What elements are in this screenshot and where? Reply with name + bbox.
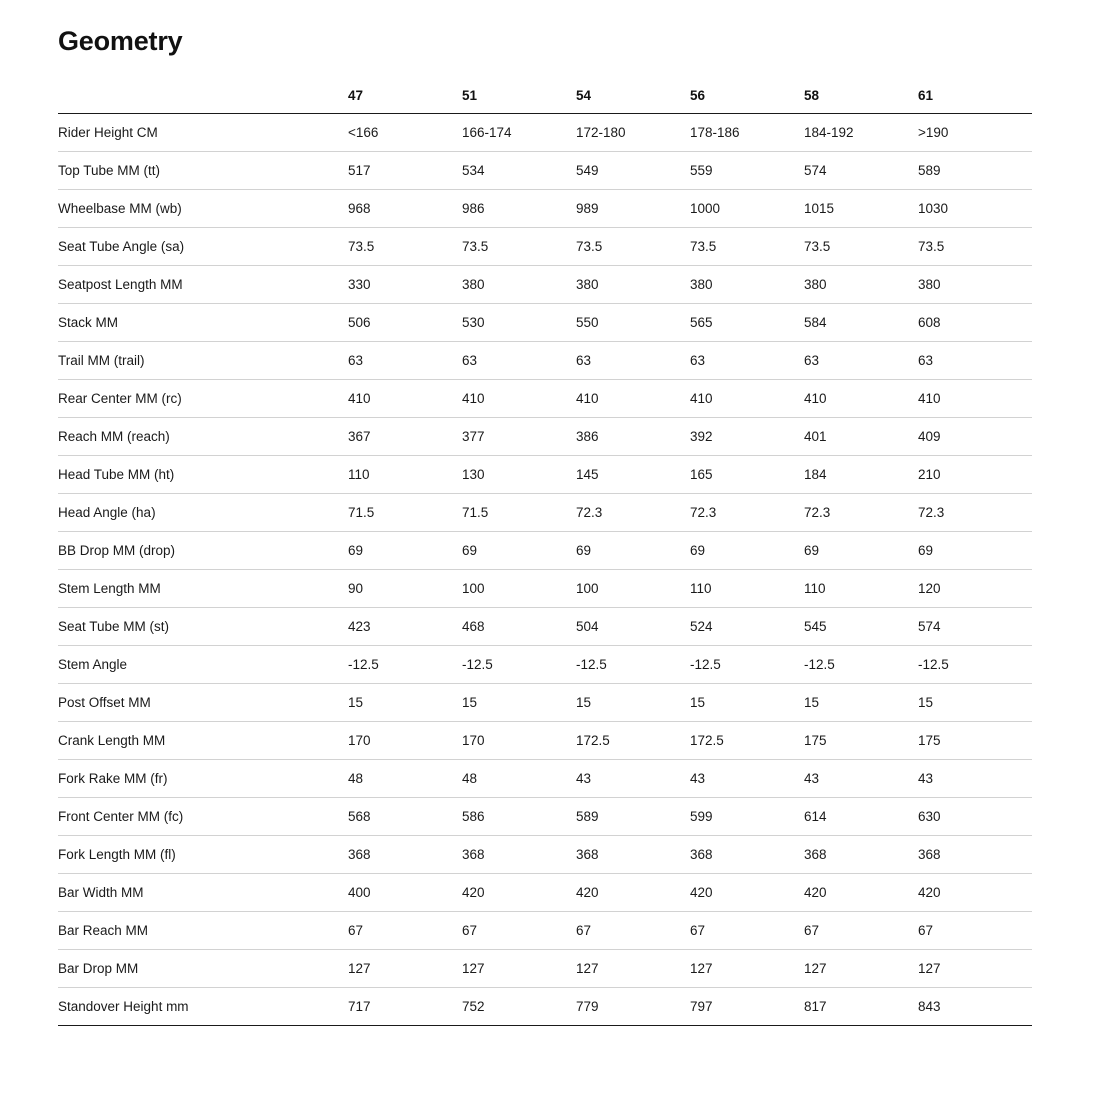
cell-value: -12.5 xyxy=(462,646,576,684)
cell-value: -12.5 xyxy=(690,646,804,684)
cell-value: 184-192 xyxy=(804,114,918,152)
table-row xyxy=(58,456,1032,494)
cell-value: 530 xyxy=(462,304,576,342)
cell-value: 127 xyxy=(462,950,576,988)
cell-value: 559 xyxy=(690,152,804,190)
cell-value: 752 xyxy=(462,988,576,1026)
cell-value: 43 xyxy=(690,760,804,798)
cell-value: 550 xyxy=(576,304,690,342)
cell-value: 184 xyxy=(804,456,918,494)
cell-value: 127 xyxy=(804,950,918,988)
cell-value: 614 xyxy=(804,798,918,836)
row-label: Stem Length MM xyxy=(58,570,348,608)
cell-value: 589 xyxy=(576,798,690,836)
table-row xyxy=(58,418,1032,456)
table-row xyxy=(58,988,1032,1026)
row-label: Top Tube MM (tt) xyxy=(58,152,348,190)
cell-value: 630 xyxy=(918,798,1032,836)
column-header-size-47: 47 xyxy=(348,82,462,114)
row-label: Seat Tube MM (st) xyxy=(58,608,348,646)
cell-value: 779 xyxy=(576,988,690,1026)
table-row xyxy=(58,190,1032,228)
cell-value: 69 xyxy=(690,532,804,570)
cell-value: 67 xyxy=(576,912,690,950)
cell-value: 401 xyxy=(804,418,918,456)
cell-value: 410 xyxy=(348,380,462,418)
table-row xyxy=(58,494,1032,532)
table-row xyxy=(58,532,1032,570)
cell-value: 67 xyxy=(348,912,462,950)
cell-value: 100 xyxy=(462,570,576,608)
cell-value: 423 xyxy=(348,608,462,646)
table-row xyxy=(58,304,1032,342)
cell-value: 367 xyxy=(348,418,462,456)
cell-value: 368 xyxy=(918,836,1032,874)
cell-value: 15 xyxy=(348,684,462,722)
cell-value: 73.5 xyxy=(462,228,576,266)
cell-value: 43 xyxy=(576,760,690,798)
cell-value: 110 xyxy=(690,570,804,608)
cell-value: 517 xyxy=(348,152,462,190)
row-label: Rear Center MM (rc) xyxy=(58,380,348,418)
cell-value: 15 xyxy=(804,684,918,722)
cell-value: 568 xyxy=(348,798,462,836)
cell-value: 1030 xyxy=(918,190,1032,228)
table-header-row xyxy=(58,82,1032,114)
cell-value: 392 xyxy=(690,418,804,456)
cell-value: 377 xyxy=(462,418,576,456)
cell-value: 549 xyxy=(576,152,690,190)
column-header-measure xyxy=(58,82,348,114)
cell-value: 73.5 xyxy=(804,228,918,266)
cell-value: 71.5 xyxy=(462,494,576,532)
cell-value: 63 xyxy=(690,342,804,380)
cell-value: -12.5 xyxy=(804,646,918,684)
row-label: Front Center MM (fc) xyxy=(58,798,348,836)
cell-value: 67 xyxy=(690,912,804,950)
cell-value: 15 xyxy=(918,684,1032,722)
column-header-size-56: 56 xyxy=(690,82,804,114)
cell-value: 69 xyxy=(576,532,690,570)
cell-value: 574 xyxy=(804,152,918,190)
cell-value: 504 xyxy=(576,608,690,646)
cell-value: 368 xyxy=(348,836,462,874)
cell-value: 63 xyxy=(918,342,1032,380)
cell-value: 67 xyxy=(462,912,576,950)
table-body xyxy=(58,114,1032,1026)
cell-value: 420 xyxy=(804,874,918,912)
cell-value: 380 xyxy=(804,266,918,304)
cell-value: 120 xyxy=(918,570,1032,608)
row-label: Head Angle (ha) xyxy=(58,494,348,532)
table-row xyxy=(58,798,1032,836)
cell-value: 410 xyxy=(576,380,690,418)
cell-value: 72.3 xyxy=(576,494,690,532)
cell-value: 73.5 xyxy=(918,228,1032,266)
cell-value: -12.5 xyxy=(576,646,690,684)
cell-value: 72.3 xyxy=(918,494,1032,532)
column-header-size-58: 58 xyxy=(804,82,918,114)
cell-value: 67 xyxy=(804,912,918,950)
column-header-size-61: 61 xyxy=(918,82,1032,114)
cell-value: 1015 xyxy=(804,190,918,228)
table-row xyxy=(58,684,1032,722)
cell-value: 524 xyxy=(690,608,804,646)
cell-value: 127 xyxy=(690,950,804,988)
row-label: Bar Reach MM xyxy=(58,912,348,950)
cell-value: 110 xyxy=(348,456,462,494)
cell-value: 71.5 xyxy=(348,494,462,532)
cell-value: 368 xyxy=(462,836,576,874)
cell-value: 63 xyxy=(462,342,576,380)
cell-value: 380 xyxy=(576,266,690,304)
row-label: Head Tube MM (ht) xyxy=(58,456,348,494)
cell-value: -12.5 xyxy=(918,646,1032,684)
cell-value: 380 xyxy=(690,266,804,304)
table-row xyxy=(58,380,1032,418)
cell-value: 409 xyxy=(918,418,1032,456)
table-row xyxy=(58,570,1032,608)
cell-value: 584 xyxy=(804,304,918,342)
cell-value: 43 xyxy=(804,760,918,798)
cell-value: 15 xyxy=(576,684,690,722)
cell-value: 130 xyxy=(462,456,576,494)
cell-value: 330 xyxy=(348,266,462,304)
cell-value: 843 xyxy=(918,988,1032,1026)
cell-value: 63 xyxy=(804,342,918,380)
cell-value: 175 xyxy=(918,722,1032,760)
table-row xyxy=(58,228,1032,266)
page-title: Geometry xyxy=(58,26,183,56)
row-label: Stack MM xyxy=(58,304,348,342)
cell-value: <166 xyxy=(348,114,462,152)
cell-value: 48 xyxy=(348,760,462,798)
row-label: Bar Width MM xyxy=(58,874,348,912)
cell-value: 69 xyxy=(462,532,576,570)
cell-value: 166-174 xyxy=(462,114,576,152)
cell-value: 170 xyxy=(462,722,576,760)
row-label: Standover Height mm xyxy=(58,988,348,1026)
row-label: Fork Length MM (fl) xyxy=(58,836,348,874)
geometry-table-wrapper xyxy=(58,82,1032,1026)
cell-value: 410 xyxy=(918,380,1032,418)
cell-value: 468 xyxy=(462,608,576,646)
row-label: Rider Height CM xyxy=(58,114,348,152)
cell-value: 72.3 xyxy=(690,494,804,532)
cell-value: 145 xyxy=(576,456,690,494)
cell-value: 72.3 xyxy=(804,494,918,532)
row-label: Seat Tube Angle (sa) xyxy=(58,228,348,266)
cell-value: 420 xyxy=(462,874,576,912)
cell-value: 986 xyxy=(462,190,576,228)
cell-value: 545 xyxy=(804,608,918,646)
column-header-size-54: 54 xyxy=(576,82,690,114)
cell-value: 368 xyxy=(804,836,918,874)
cell-value: 175 xyxy=(804,722,918,760)
cell-value: 69 xyxy=(918,532,1032,570)
cell-value: 420 xyxy=(576,874,690,912)
column-header-size-51: 51 xyxy=(462,82,576,114)
table-row xyxy=(58,874,1032,912)
cell-value: 210 xyxy=(918,456,1032,494)
cell-value: 127 xyxy=(918,950,1032,988)
cell-value: 100 xyxy=(576,570,690,608)
cell-value: 43 xyxy=(918,760,1032,798)
cell-value: 968 xyxy=(348,190,462,228)
cell-value: 400 xyxy=(348,874,462,912)
cell-value: 63 xyxy=(348,342,462,380)
row-label: Stem Angle xyxy=(58,646,348,684)
cell-value: 506 xyxy=(348,304,462,342)
cell-value: 534 xyxy=(462,152,576,190)
table-row xyxy=(58,114,1032,152)
row-label: Reach MM (reach) xyxy=(58,418,348,456)
cell-value: 69 xyxy=(804,532,918,570)
cell-value: 410 xyxy=(804,380,918,418)
table-row xyxy=(58,760,1032,798)
cell-value: 368 xyxy=(690,836,804,874)
table-row xyxy=(58,722,1032,760)
cell-value: 110 xyxy=(804,570,918,608)
row-label: Seatpost Length MM xyxy=(58,266,348,304)
table-row xyxy=(58,266,1032,304)
cell-value: >190 xyxy=(918,114,1032,152)
table-row xyxy=(58,836,1032,874)
cell-value: 127 xyxy=(348,950,462,988)
row-label: Post Offset MM xyxy=(58,684,348,722)
cell-value: -12.5 xyxy=(348,646,462,684)
cell-value: 73.5 xyxy=(690,228,804,266)
geometry-table xyxy=(58,82,1032,1026)
cell-value: 172.5 xyxy=(576,722,690,760)
table-row xyxy=(58,152,1032,190)
cell-value: 73.5 xyxy=(348,228,462,266)
cell-value: 565 xyxy=(690,304,804,342)
cell-value: 67 xyxy=(918,912,1032,950)
cell-value: 90 xyxy=(348,570,462,608)
row-label: Trail MM (trail) xyxy=(58,342,348,380)
cell-value: 989 xyxy=(576,190,690,228)
cell-value: 1000 xyxy=(690,190,804,228)
cell-value: 178-186 xyxy=(690,114,804,152)
cell-value: 410 xyxy=(462,380,576,418)
table-row xyxy=(58,608,1032,646)
cell-value: 589 xyxy=(918,152,1032,190)
cell-value: 69 xyxy=(348,532,462,570)
row-label: Crank Length MM xyxy=(58,722,348,760)
cell-value: 420 xyxy=(690,874,804,912)
row-label: Fork Rake MM (fr) xyxy=(58,760,348,798)
cell-value: 586 xyxy=(462,798,576,836)
cell-value: 599 xyxy=(690,798,804,836)
cell-value: 420 xyxy=(918,874,1032,912)
cell-value: 170 xyxy=(348,722,462,760)
cell-value: 63 xyxy=(576,342,690,380)
cell-value: 15 xyxy=(690,684,804,722)
row-label: BB Drop MM (drop) xyxy=(58,532,348,570)
cell-value: 48 xyxy=(462,760,576,798)
cell-value: 574 xyxy=(918,608,1032,646)
table-row xyxy=(58,912,1032,950)
cell-value: 608 xyxy=(918,304,1032,342)
cell-value: 165 xyxy=(690,456,804,494)
row-label: Wheelbase MM (wb) xyxy=(58,190,348,228)
table-row xyxy=(58,342,1032,380)
cell-value: 368 xyxy=(576,836,690,874)
table-row xyxy=(58,646,1032,684)
cell-value: 717 xyxy=(348,988,462,1026)
row-label: Bar Drop MM xyxy=(58,950,348,988)
cell-value: 797 xyxy=(690,988,804,1026)
cell-value: 817 xyxy=(804,988,918,1026)
cell-value: 15 xyxy=(462,684,576,722)
cell-value: 386 xyxy=(576,418,690,456)
table-row xyxy=(58,950,1032,988)
cell-value: 127 xyxy=(576,950,690,988)
cell-value: 172-180 xyxy=(576,114,690,152)
cell-value: 380 xyxy=(462,266,576,304)
cell-value: 410 xyxy=(690,380,804,418)
cell-value: 380 xyxy=(918,266,1032,304)
cell-value: 73.5 xyxy=(576,228,690,266)
cell-value: 172.5 xyxy=(690,722,804,760)
table-header xyxy=(58,82,1032,114)
